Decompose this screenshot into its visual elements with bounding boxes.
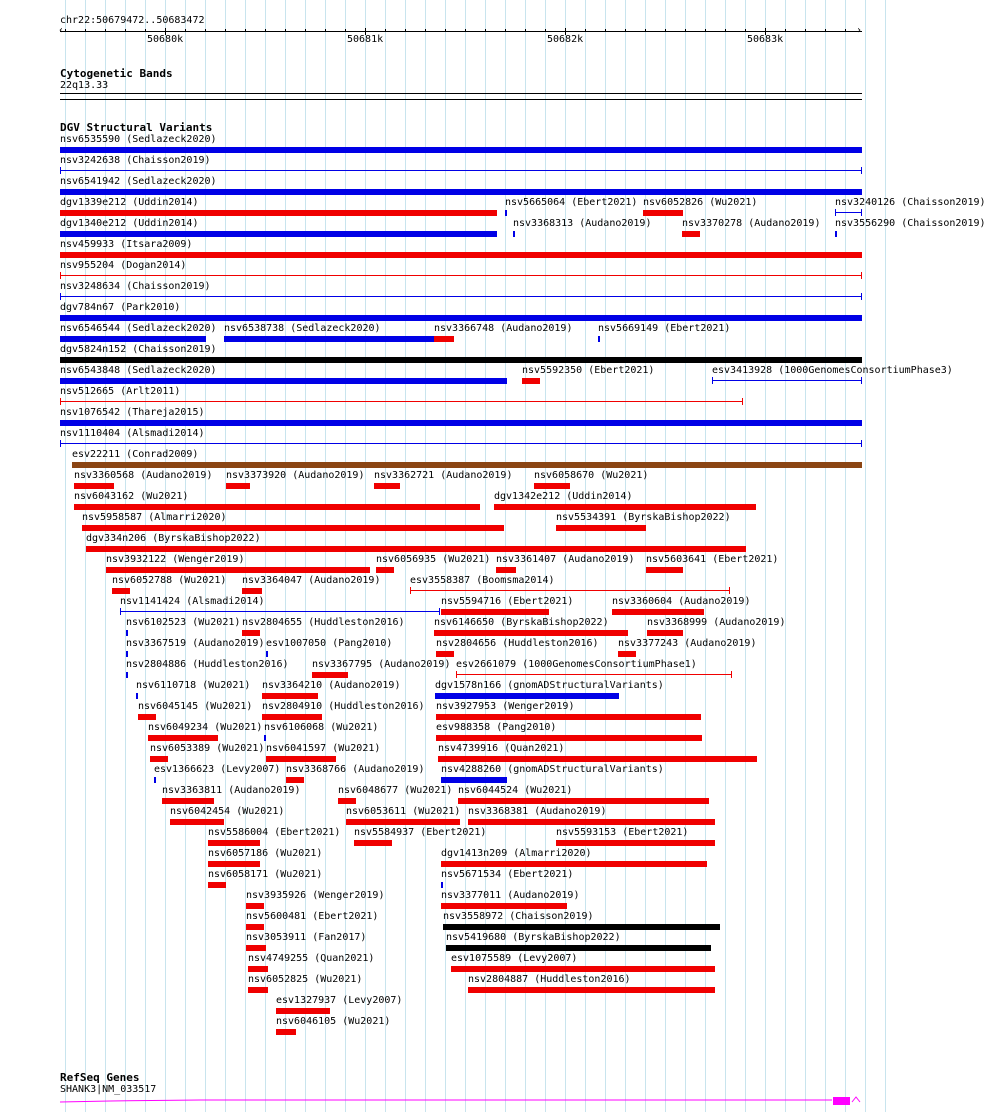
variant-bar[interactable] [120,611,440,612]
variant-label[interactable]: nsv3377011 (Audano2019) [441,890,580,901]
ruler-minor-tick [465,29,466,32]
variant-label[interactable]: dgv334n206 (ByrskaBishop2022) [86,533,261,544]
variant-label[interactable]: nsv2804655 (Huddleston2016) [242,617,405,628]
variant-bar[interactable] [376,567,394,573]
cytoband-track-title: Cytogenetic Bands [60,67,173,80]
variant-end-cap [60,398,61,405]
variant-end-cap [60,272,61,279]
variant-label[interactable]: nsv6110718 (Wu2021) [136,680,251,691]
variant-label[interactable]: esv988358 (Pang2010) [436,722,557,733]
variant-bar[interactable] [60,336,206,342]
variant-label[interactable]: esv2661079 (1000GenomesConsortiumPhase1) [456,659,697,670]
ruler-minor-tick [325,29,326,32]
variant-label[interactable]: nsv3368313 (Audano2019) [513,218,652,229]
variant-label[interactable]: nsv3366748 (Audano2019) [434,323,573,334]
variant-label[interactable]: nsv3361407 (Audano2019) [496,554,635,565]
ruler-line[interactable] [60,31,862,32]
variant-bar[interactable] [60,378,507,384]
variant-label[interactable]: dgv1340e212 (Uddin2014) [60,218,199,229]
ruler-minor-tick [225,29,226,32]
ruler-minor-tick [485,29,486,32]
variant-label[interactable]: esv3413928 (1000GenomesConsortiumPhase3) [712,365,953,376]
variant-label[interactable]: nsv3240126 (Chaisson2019) [835,197,986,208]
variant-bar[interactable] [436,651,454,657]
ruler-minor-tick [565,29,566,32]
variant-label[interactable]: nsv3368381 (Audano2019) [468,806,607,817]
variant-bar[interactable] [224,336,434,342]
ruler-tick-label: 50683k [747,34,784,45]
variant-label[interactable]: dgv5824n152 (Chaisson2019) [60,344,217,355]
variant-bar[interactable] [148,735,218,741]
ruler-right-arrow: › [856,25,863,36]
variant-label[interactable]: nsv5592350 (Ebert2021) [522,365,655,376]
ruler-tick-label: 50681k [347,34,384,45]
variant-bar[interactable] [505,210,507,216]
variant-bar[interactable] [312,672,348,678]
variant-bar[interactable] [60,296,862,297]
variant-bar[interactable] [60,401,743,402]
variant-label[interactable]: nsv6057186 (Wu2021) [208,848,323,859]
variant-label[interactable]: dgv1342e212 (Uddin2014) [494,491,633,502]
variant-label[interactable]: nsv5665064 (Ebert2021) [505,197,638,208]
grid-line [325,0,326,1112]
variant-label[interactable]: nsv5593153 (Ebert2021) [556,827,689,838]
grid-line [345,0,346,1112]
variant-label[interactable]: nsv2804656 (Huddleston2016) [436,638,599,649]
variant-bar[interactable] [556,840,715,846]
variant-label[interactable]: nsv3368766 (Audano2019) [286,764,425,775]
variant-end-cap [456,671,457,678]
ruler-minor-tick [645,29,646,32]
variant-bar[interactable] [276,1008,330,1014]
variant-bar[interactable] [150,756,168,762]
variant-end-cap [861,272,862,279]
variant-label[interactable]: nsv3373920 (Audano2019) [226,470,365,481]
variant-label[interactable]: nsv3377243 (Audano2019) [618,638,757,649]
variant-bar[interactable] [438,756,757,762]
cytoband-label: 22q13.33 [60,80,109,91]
gene-label: SHANK3|NM_033517 [60,1084,157,1095]
variant-label[interactable]: nsv6053611 (Wu2021) [346,806,461,817]
ruler-minor-tick [285,29,286,32]
ruler-minor-tick [725,29,726,32]
variant-bar[interactable] [60,420,862,426]
variant-label[interactable]: nsv3363811 (Audano2019) [162,785,301,796]
variant-bar[interactable] [60,231,497,237]
variant-label[interactable]: nsv5958587 (Almarri2020) [82,512,227,523]
variant-end-cap [712,377,713,384]
variant-label[interactable]: nsv3370278 (Audano2019) [682,218,821,229]
variant-label[interactable]: nsv6041597 (Wu2021) [266,743,381,754]
variant-bar[interactable] [60,147,862,153]
grid-line [865,0,866,1112]
gene-intron-line [60,1100,832,1102]
ruler-minor-tick [205,29,206,32]
variant-bar[interactable] [262,693,318,699]
variant-bar[interactable] [72,462,862,468]
ruler-minor-tick [305,29,306,32]
variant-bar[interactable] [208,861,260,867]
ruler-minor-tick [185,29,186,32]
ruler-minor-tick [265,29,266,32]
ruler-minor-tick [345,29,346,32]
ruler-minor-tick [65,29,66,32]
variant-bar[interactable] [170,819,224,825]
variant-bar[interactable] [246,903,264,909]
locus-label: chr22:50679472..50683472 [60,15,205,26]
variant-bar[interactable] [451,966,715,972]
variant-bar[interactable] [86,546,746,552]
ruler-minor-tick [365,29,366,32]
variant-end-cap [861,209,862,216]
variant-bar[interactable] [60,189,862,195]
variant-label[interactable]: esv1075589 (Levy2007) [451,953,578,964]
variant-bar[interactable] [112,588,130,594]
variant-bar[interactable] [138,714,156,720]
variant-end-cap [410,587,411,594]
variant-label[interactable]: nsv459933 (Itsara2009) [60,239,193,250]
grid-line [305,0,306,1112]
cytoband-bar-top[interactable] [60,93,862,94]
variant-label[interactable]: nsv2804910 (Huddleston2016) [262,701,425,712]
variant-bar[interactable] [276,1029,296,1035]
cytoband-bar-bottom [60,99,862,100]
variant-bar[interactable] [60,210,497,216]
variant-label[interactable]: nsv2804887 (Huddleston2016) [468,974,631,985]
variant-label[interactable]: dgv1413n209 (Almarri2020) [441,848,592,859]
ruler-minor-tick [665,29,666,32]
variant-bar[interactable] [598,336,600,342]
ruler-minor-tick [145,29,146,32]
ruler-minor-tick [245,29,246,32]
variant-label[interactable]: nsv6043162 (Wu2021) [74,491,189,502]
variant-bar[interactable] [458,798,709,804]
variant-bar[interactable] [468,987,715,993]
variant-bar[interactable] [246,924,264,930]
variant-bar[interactable] [246,945,266,951]
variant-end-cap [742,398,743,405]
variant-bar[interactable] [262,714,322,720]
variant-bar[interactable] [60,275,862,276]
ruler-minor-tick [785,29,786,32]
variant-label[interactable]: dgv1339e212 (Uddin2014) [60,197,199,208]
variant-label[interactable]: esv22211 (Conrad2009) [72,449,199,460]
ruler-minor-tick [765,29,766,32]
variant-label[interactable]: nsv5419680 (ByrskaBishop2022) [446,932,621,943]
variant-bar[interactable] [712,380,862,381]
variant-label[interactable]: nsv6044524 (Wu2021) [458,785,573,796]
variant-end-cap [861,167,862,174]
variant-bar[interactable] [60,315,862,321]
variant-label[interactable]: nsv6543848 (Sedlazeck2020) [60,365,217,376]
gene-strand-chevron [852,1097,860,1102]
variant-label[interactable]: nsv6146650 (ByrskaBishop2022) [434,617,609,628]
variant-bar[interactable] [436,735,702,741]
variant-label[interactable]: nsv1110404 (Alsmadi2014) [60,428,205,439]
variant-label[interactable]: dgv784n67 (Park2010) [60,302,181,313]
variant-bar[interactable] [612,609,704,615]
variant-label[interactable]: nsv3364047 (Audano2019) [242,575,381,586]
variant-bar[interactable] [682,231,700,237]
variant-bar[interactable] [534,483,570,489]
variant-label[interactable]: nsv5534391 (ByrskaBishop2022) [556,512,731,523]
ruler-minor-tick [585,29,586,32]
variant-label[interactable]: nsv3367519 (Audano2019) [126,638,265,649]
variant-end-cap [60,440,61,447]
variant-bar[interactable] [496,567,516,573]
variant-label[interactable]: nsv3360568 (Audano2019) [74,470,213,481]
variant-label[interactable]: nsv3362721 (Audano2019) [374,470,513,481]
variant-bar[interactable] [126,672,128,678]
variant-bar[interactable] [136,693,138,699]
variant-bar[interactable] [126,630,128,636]
variant-label[interactable]: nsv3558972 (Chaisson2019) [443,911,594,922]
variant-bar[interactable] [443,924,720,930]
variant-bar[interactable] [513,231,515,237]
variant-end-cap [439,608,440,615]
variant-bar[interactable] [441,861,707,867]
variant-bar[interactable] [346,819,460,825]
variant-label[interactable]: nsv5584937 (Ebert2021) [354,827,487,838]
variant-end-cap [861,440,862,447]
variant-bar[interactable] [208,840,260,846]
variant-bar[interactable] [154,777,156,783]
ruler-minor-tick [525,29,526,32]
variant-label[interactable]: nsv6052825 (Wu2021) [248,974,363,985]
gene-exon [833,1097,850,1105]
variant-bar[interactable] [618,651,636,657]
variant-label[interactable]: nsv6048677 (Wu2021) [338,785,453,796]
variant-bar[interactable] [60,357,862,363]
grid-line [825,0,826,1112]
variant-label[interactable]: nsv5603641 (Ebert2021) [646,554,779,565]
variant-label[interactable]: nsv1076542 (Thareja2015) [60,407,205,418]
ruler-minor-tick [385,29,386,32]
ruler-left-arrow: ‹ [58,25,65,36]
ruler-minor-tick [425,29,426,32]
variant-bar[interactable] [248,987,268,993]
variant-bar[interactable] [410,590,730,591]
variant-label[interactable]: nsv955204 (Dogan2014) [60,260,187,271]
variant-bar[interactable] [494,504,756,510]
variant-bar[interactable] [248,966,268,972]
ruler-tick-label: 50682k [547,34,584,45]
ruler-minor-tick [805,29,806,32]
variant-bar[interactable] [374,483,400,489]
ruler-minor-tick [825,29,826,32]
variant-label[interactable]: nsv6052788 (Wu2021) [112,575,227,586]
variant-label[interactable]: nsv6106068 (Wu2021) [264,722,379,733]
variant-bar[interactable] [835,231,837,237]
grid-line [285,0,286,1112]
grid-line [805,0,806,1112]
ruler-minor-tick [165,29,166,32]
variant-end-cap [120,608,121,615]
dgv-track-title: DGV Structural Variants [60,121,213,134]
variant-label[interactable]: nsv2804886 (Huddleston2016) [126,659,289,670]
ruler-minor-tick [405,29,406,32]
variant-end-cap [731,671,732,678]
variant-bar[interactable] [441,777,507,783]
variant-end-cap [835,209,836,216]
variant-label[interactable]: nsv6535590 (Sedlazeck2020) [60,134,217,145]
variant-bar[interactable] [242,630,260,636]
variant-label[interactable]: nsv3932122 (Wenger2019) [106,554,245,565]
variant-label[interactable]: nsv5586004 (Ebert2021) [208,827,341,838]
variant-label[interactable]: nsv3242638 (Chaisson2019) [60,155,211,166]
variant-bar[interactable] [106,567,370,573]
variant-label[interactable]: nsv3367795 (Audano2019) [312,659,451,670]
variant-label[interactable]: nsv3360604 (Audano2019) [612,596,751,607]
variant-label[interactable]: nsv3556290 (Chaisson2019) [835,218,986,229]
variant-bar[interactable] [264,735,266,741]
variant-bar[interactable] [126,651,128,657]
variant-label[interactable]: nsv6102523 (Wu2021) [126,617,241,628]
variant-label[interactable]: nsv3935926 (Wenger2019) [246,890,385,901]
variant-bar[interactable] [338,798,356,804]
variant-label[interactable]: nsv5671534 (Ebert2021) [441,869,574,880]
ruler-minor-tick [85,29,86,32]
variant-bar[interactable] [266,651,268,657]
ruler-minor-tick [125,29,126,32]
variant-bar[interactable] [60,170,862,171]
variant-label[interactable]: nsv6058171 (Wu2021) [208,869,323,880]
variant-bar[interactable] [441,609,549,615]
ruler-minor-tick [545,29,546,32]
grid-line [845,0,846,1112]
variant-label[interactable]: nsv6056935 (Wu2021) [376,554,491,565]
variant-bar[interactable] [556,525,646,531]
variant-bar[interactable] [441,903,567,909]
variant-bar[interactable] [354,840,392,846]
variant-label[interactable]: nsv5600481 (Ebert2021) [246,911,379,922]
variant-label[interactable]: esv1007050 (Pang2010) [266,638,393,649]
variant-label[interactable]: nsv3364210 (Audano2019) [262,680,401,691]
variant-bar[interactable] [643,210,683,216]
grid-line [885,0,886,1112]
variant-bar[interactable] [266,756,336,762]
gene-model[interactable] [0,1094,890,1112]
ruler-minor-tick [705,29,706,32]
variant-bar[interactable] [60,252,862,258]
variant-label[interactable]: nsv4749255 (Quan2021) [248,953,375,964]
variant-label[interactable]: nsv3248634 (Chaisson2019) [60,281,211,292]
variant-label[interactable]: nsv4288260 (gnomADStructuralVariants) [441,764,664,775]
variant-bar[interactable] [74,504,480,510]
variant-bar[interactable] [522,378,540,384]
variant-end-cap [60,293,61,300]
variant-bar[interactable] [456,674,732,675]
ruler-minor-tick [505,29,506,32]
grid-line [785,0,786,1112]
variant-bar[interactable] [208,882,226,888]
variant-label[interactable]: nsv3368999 (Audano2019) [647,617,786,628]
variant-bar[interactable] [162,798,214,804]
variant-label[interactable]: nsv1141424 (Alsmadi2014) [120,596,265,607]
variant-bar[interactable] [647,630,683,636]
variant-label[interactable]: nsv6538738 (Sedlazeck2020) [224,323,381,334]
variant-bar[interactable] [646,567,683,573]
ruler-minor-tick [745,29,746,32]
variant-label[interactable]: nsv6049234 (Wu2021) [148,722,263,733]
variant-label[interactable]: dgv1578n166 (gnomADStructuralVariants) [435,680,664,691]
variant-bar[interactable] [468,819,715,825]
variant-end-cap [861,377,862,384]
variant-label[interactable]: nsv4739916 (Quan2021) [438,743,565,754]
variant-label[interactable]: nsv5669149 (Ebert2021) [598,323,731,334]
variant-end-cap [729,587,730,594]
variant-label[interactable]: nsv6045145 (Wu2021) [138,701,253,712]
variant-bar[interactable] [82,525,504,531]
variant-bar[interactable] [436,714,701,720]
variant-label[interactable]: nsv6053389 (Wu2021) [150,743,265,754]
ruler-minor-tick [685,29,686,32]
variant-label[interactable]: nsv6042454 (Wu2021) [170,806,285,817]
ruler-minor-tick [445,29,446,32]
refseq-track-title: RefSeq Genes [60,1071,140,1084]
grid-line [365,0,366,1112]
variant-end-cap [60,167,61,174]
variant-bar[interactable] [60,443,862,444]
ruler-minor-tick [625,29,626,32]
variant-bar[interactable] [434,336,454,342]
variant-bar[interactable] [435,693,619,699]
variant-label[interactable]: nsv6058670 (Wu2021) [534,470,649,481]
variant-bar[interactable] [434,630,628,636]
variant-end-cap [861,293,862,300]
variant-label[interactable]: nsv6546544 (Sedlazeck2020) [60,323,217,334]
variant-label[interactable]: nsv5594716 (Ebert2021) [441,596,574,607]
variant-label[interactable]: nsv6052826 (Wu2021) [643,197,758,208]
ruler-minor-tick [105,29,106,32]
ruler-minor-tick [845,29,846,32]
variant-bar[interactable] [441,882,443,888]
variant-label[interactable]: nsv512665 (Arlt2011) [60,386,181,397]
variant-bar[interactable] [74,483,114,489]
variant-label[interactable]: nsv3053911 (Fan2017) [246,932,367,943]
ruler-minor-tick [605,29,606,32]
variant-bar[interactable] [446,945,711,951]
ruler-tick-label: 50680k [147,34,184,45]
variant-label[interactable]: nsv6046105 (Wu2021) [276,1016,391,1027]
variant-label[interactable]: nsv3927953 (Wenger2019) [436,701,575,712]
variant-bar[interactable] [226,483,250,489]
variant-label[interactable]: esv3558387 (Boomsma2014) [410,575,555,586]
variant-bar[interactable] [286,777,304,783]
variant-label[interactable]: esv1366623 (Levy2007) [154,764,281,775]
variant-bar[interactable] [242,588,262,594]
variant-bar[interactable] [835,212,862,213]
variant-label[interactable]: nsv6541942 (Sedlazeck2020) [60,176,217,187]
variant-label[interactable]: esv1327937 (Levy2007) [276,995,403,1006]
